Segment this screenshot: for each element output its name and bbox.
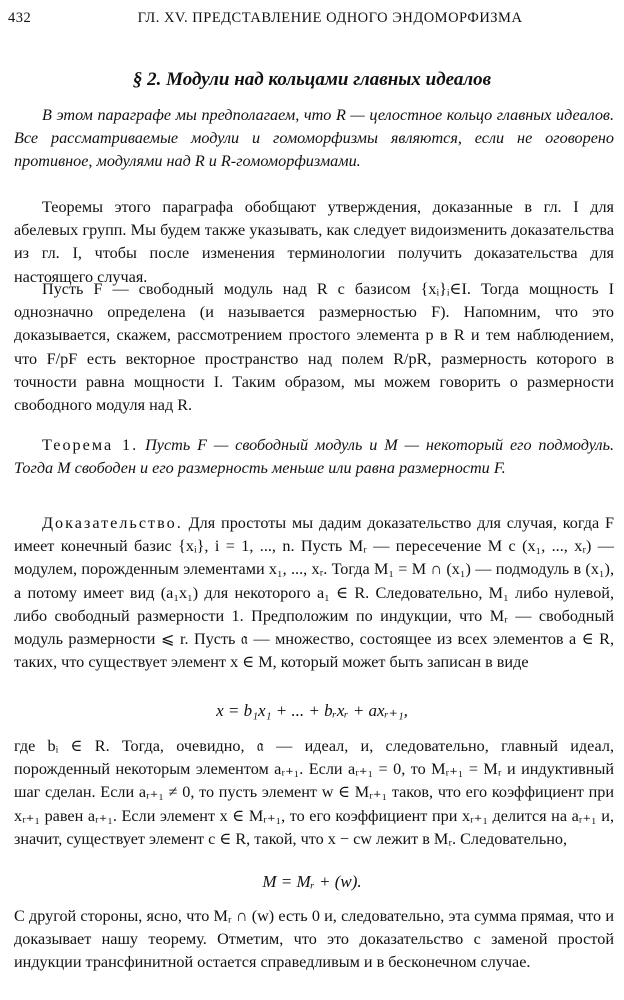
paragraph-2: Пусть F — свободный модуль над R с базисом {xᵢ}ᵢ∈I. Тогда мощность I однозначно определена (и называется размерностью F). Напомним, что это доказывается, скажем, рассмотрением простого элемента p в R и тем наблюдением, что F/pF есть векторное пространство над полем R/pR, размерность которого в точности равна мощности I. Таким образом, мы можем говорить о размерности свободного модуля над R. [14, 280, 614, 415]
theorem-1 [14, 434, 614, 480]
theorem-text: Пусть F — свободный модуль и M — некоторый его подмодуль. Тогда M свободен и его размерность меньше или равна размерности F. [14, 436, 614, 478]
paragraph-after-formula-1: где bᵢ ∈ R. Тогда, очевидно, 𝔞 — идеал, и, следовательно, главный идеал, порожденный некоторым элементом aᵣ₊₁. Если aᵣ₊₁ = 0, то Mᵣ₊₁ = Mᵣ и индуктивный шаг сделан. Если aᵣ₊₁ ≠ 0, то пусть элемент w ∈ Mᵣ₊₁ таков, что его коэффициент при xᵣ₊₁ равен aᵣ₊₁. Если элемент x ∈ Mᵣ₊₁, то его коэффициент при xᵣ₊₁ делится на aᵣ₊₁ и, значит, существует элемент c ∈ R, такой, что x − cw лежит в Mᵣ. Следовательно, [14, 737, 614, 848]
formula-1: x = b₁x₁ + ... + bᵣxᵣ + axᵣ₊₁, [216, 701, 408, 720]
section-title: § 2. Модули над кольцами главных идеалов [132, 69, 492, 90]
intro-paragraph: В этом параграфе мы предполагаем, что R — целостное кольцо главных идеалов. Все рассматриваемые модули и гомоморфизмы являются, если не оговорено противное, модулями над R и R-гомоморфизмами. [14, 106, 614, 171]
paragraph-1: Теоремы этого параграфа обобщают утверждения, доказанные в гл. I для абелевых групп. Мы будем также указывать, как следует видоизменить доказательства из гл. I, чтобы после изменения терминологии получить доказательства для настоящего случая. [14, 198, 614, 286]
theorem-label: Теорема 1. [42, 436, 139, 454]
proof-label: Доказательство. [42, 514, 183, 532]
final-paragraph: С другой стороны, ясно, что Mᵣ ∩ (w) есть 0 и, следовательно, эта сумма прямая, что и доказывает нашу теорему. Отметим, что это доказательство с заменой простой индукции трансфинитной остается справедливым и в бесконечном случае. [14, 907, 614, 972]
proof-paragraph [14, 512, 614, 674]
formula-2: M = Mᵣ + (w). [262, 872, 362, 891]
page-number: 432 [8, 10, 32, 26]
proof-text: Для простоты мы дадим доказательство для случая, когда F имеет конечный базис {xᵢ}, i = 1, ..., n. Пусть Mᵣ — пересечение M с (x₁, ..., xᵣ) — модулем, порожденным элементами x₁, ..., xᵣ. Тогда M₁ = M ∩ (x₁) — подмодуль в (x₁), а потому имеет вид (a₁x₁) для некоторого a₁ ∈ R. Следовательно, M₁ либо нулевой, либо свободный размерности 1. Предположим по индукции, что Mᵣ — свободный модуль размерности ⩽ r. Пусть 𝔞 — множество, состоящее из всех элементов a ∈ R, таких, что существует элемент x ∈ M, который может быть записан в виде [14, 514, 615, 672]
page-header [8, 10, 612, 32]
running-head: ГЛ. XV. ПРЕДСТАВЛЕНИЕ ОДНОГО ЭНДОМОРФИЗМА [137, 10, 523, 26]
